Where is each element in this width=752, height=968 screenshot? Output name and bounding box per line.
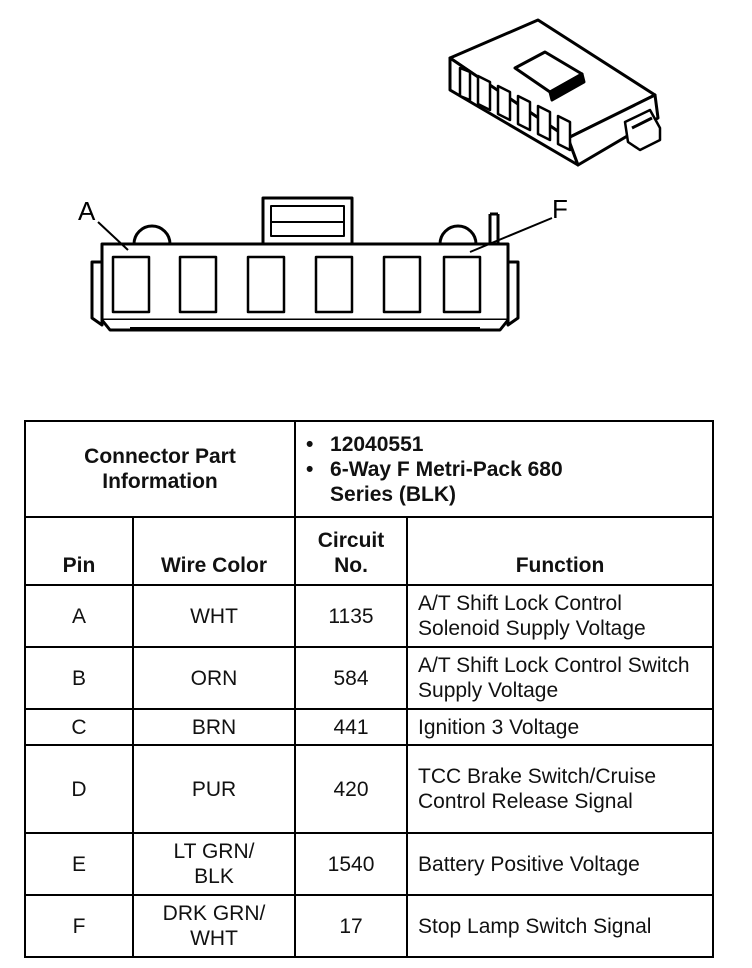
connector-diagram: [0, 0, 752, 400]
connector-info-list: [295, 421, 713, 517]
pin-cell: F: [25, 895, 133, 957]
table-row: [25, 647, 713, 709]
circuit-cell: 1135: [295, 585, 407, 647]
circuit-cell: 1540: [295, 833, 407, 895]
pin-cell: D: [25, 745, 133, 833]
wire-color-cell: PUR: [133, 745, 295, 833]
connector-info-row: [25, 421, 713, 517]
list-item: • 6-Way F Metri-Pack 680 Series (BLK): [306, 457, 708, 507]
table-row: [25, 895, 713, 957]
header-wire-color: Wire Color: [133, 517, 295, 585]
wire-color-cell: BRN: [133, 709, 295, 745]
header-pin: Pin: [25, 517, 133, 585]
part-number: 12040551: [330, 432, 424, 456]
pin-f-label: F: [552, 194, 568, 224]
connector-front-view: [92, 198, 552, 330]
list-item: • 12040551: [306, 432, 424, 456]
column-header-row: [25, 517, 713, 585]
table-row: [25, 709, 713, 745]
circuit-cell: 441: [295, 709, 407, 745]
pin-cell: A: [25, 585, 133, 647]
wire-color-cell: LT GRN/ BLK: [133, 833, 295, 895]
pin-cell: C: [25, 709, 133, 745]
connector-isometric-view: [450, 20, 660, 165]
function-cell: Battery Positive Voltage: [407, 833, 713, 895]
wire-color-cell: WHT: [133, 585, 295, 647]
table-row: [25, 833, 713, 895]
connector-illustration: [0, 0, 752, 400]
circuit-cell: 584: [295, 647, 407, 709]
pin-f-leader: [470, 218, 552, 252]
header-function: Function: [407, 517, 713, 585]
connector-description: 6-Way F Metri-Pack 680 Series (BLK): [330, 457, 563, 506]
pin-a-label: A: [78, 196, 96, 226]
wire-color-cell: ORN: [133, 647, 295, 709]
function-cell: Ignition 3 Voltage: [407, 709, 713, 745]
function-cell: A/T Shift Lock Control Solenoid Supply Voltage: [407, 585, 713, 647]
circuit-cell: 17: [295, 895, 407, 957]
function-cell: A/T Shift Lock Control Switch Supply Voltage: [407, 647, 713, 709]
pin-cell: B: [25, 647, 133, 709]
function-cell: Stop Lamp Switch Signal: [407, 895, 713, 957]
wire-color-cell: DRK GRN/ WHT: [133, 895, 295, 957]
connector-info-title: Connector Part Information: [25, 421, 295, 517]
connector-table: [24, 420, 714, 958]
circuit-cell: 420: [295, 745, 407, 833]
function-cell: TCC Brake Switch/Cruise Control Release Signal: [407, 745, 713, 833]
header-circuit: Circuit No.: [295, 517, 407, 585]
table-row: [25, 585, 713, 647]
table-row: [25, 745, 713, 833]
pin-cell: E: [25, 833, 133, 895]
